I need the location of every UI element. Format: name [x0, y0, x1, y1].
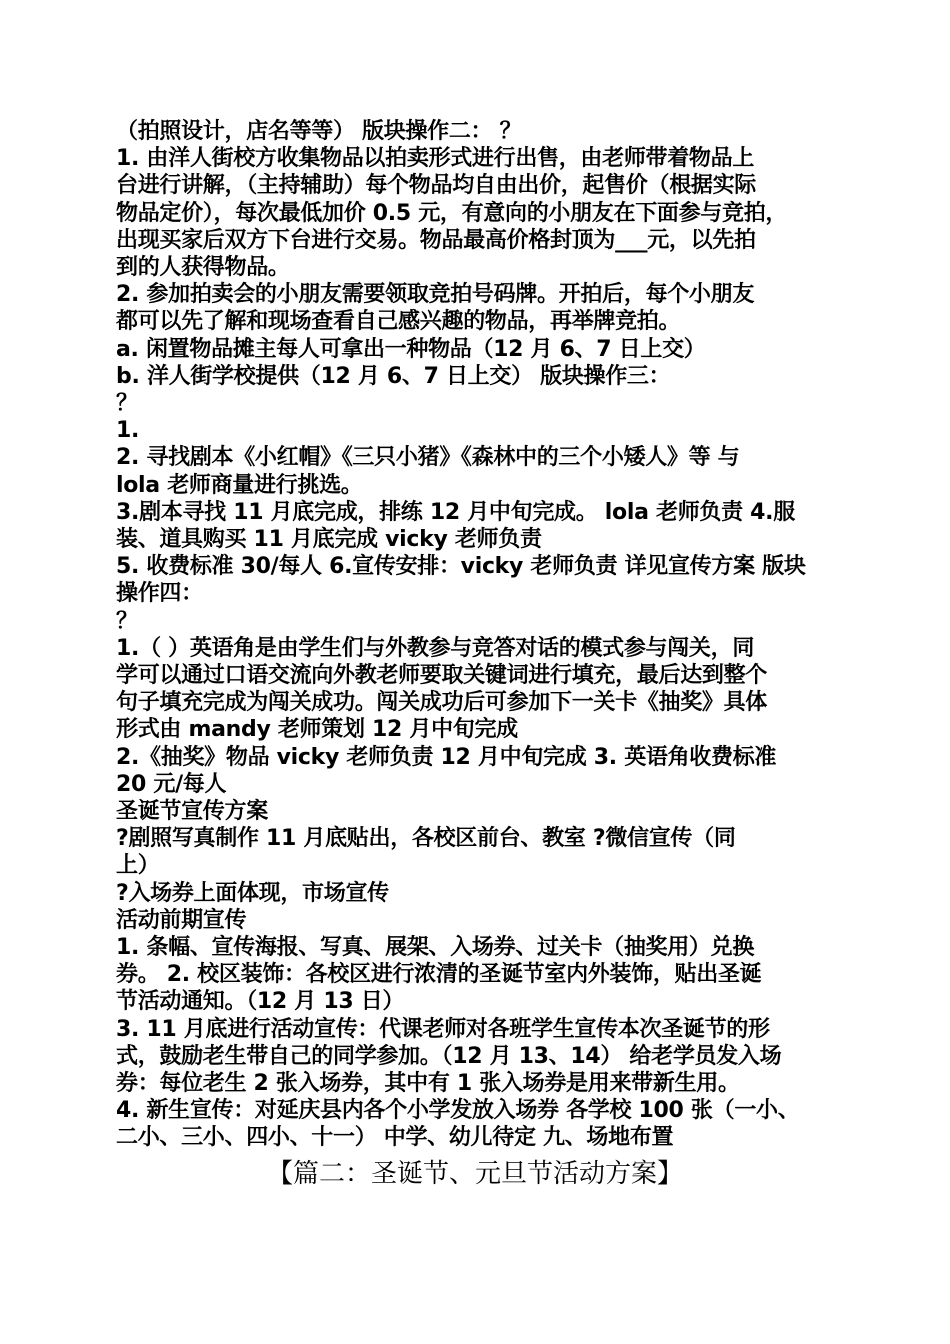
text-line: 物品定价），每次最低加价 0.5 元，有意向的小朋友在下面参与竞拍， [116, 200, 788, 226]
text-line: 节活动通知。（12 月 13 日） [116, 989, 405, 1015]
text-line: 二小、三小、四小、十一） 中学、幼儿待定 九、场地布置 [116, 1125, 674, 1151]
text-line: b. 洋人街学校提供（12 月 6、7 日上交） 版块操作三： [116, 363, 671, 389]
text-line: 出现买家后双方下台进行交易。物品最高价格封顶为___元，以先拍 [116, 227, 756, 253]
text-line: 3. 11 月底进行活动宣传：代课老师对各班学生宣传本次圣诞节的形 [116, 1016, 770, 1042]
text-line: ?剧照写真制作 11 月底贴出，各校区前台、教室 ?微信宣传（同 [116, 826, 736, 852]
text-line: 20 元/每人 [116, 771, 227, 797]
text-line: 1. [116, 418, 140, 444]
text-line: 句子填充完成为闯关成功。闯关成功后可参加下一关卡《抽奖》具体 [116, 690, 768, 716]
text-line: 1.（ ）英语角是由学生们与外教参与竞答对话的模式参与闯关，同 [116, 635, 755, 661]
text-line: ?入场券上面体现，市场宣传 [116, 880, 389, 906]
text-line: 活动前期宣传 [116, 907, 247, 933]
text-line: 券。 2. 校区装饰：各校区进行浓清的圣诞节室内外装饰，贴出圣诞 [116, 962, 762, 988]
text-line: 2. 寻找剧本《小红帽》《三只小猪》《森林中的三个小矮人》等 与 [116, 445, 740, 471]
text-line: 1. 由洋人街校方收集物品以拍卖形式进行出售，由老师带着物品上 [116, 146, 755, 172]
text-line: 学可以通过口语交流向外教老师要取关键词进行填充，最后达到整个 [116, 663, 768, 688]
text-line: 都可以先了解和现场查看自己感兴趣的物品，再举牌竞拍。 [116, 309, 681, 335]
text-line: （拍照设计，店名等等） 版块操作二： ？ [116, 119, 522, 144]
text-line: 装、道具购买 11 月底完成 vicky 老师负责 [116, 527, 542, 552]
text-line: a. 闲置物品摊主每人可拿出一种物品（12 月 6、7 日上交） [116, 336, 706, 362]
text-line: 5. 收费标准 30/每人 6.宣传安排：vicky 老师负责 详见宣传方案 版块 [116, 554, 806, 580]
text-line: 台进行讲解，（主持辅助）每个物品均自由出价，起售价（根据实际 [116, 173, 757, 199]
text-line: 2. 参加拍卖会的小朋友需要领取竞拍号码牌。开拍后，每个小朋友 [116, 282, 755, 308]
text-line: 4. 新生宣传：对延庆县内各个小学发放入场券 各学校 100 张（一小、 [116, 1098, 800, 1124]
text-line: lola 老师商量进行挑选。 [116, 472, 363, 498]
text-line: 操作四： [116, 581, 203, 607]
section-heading: 【篇二：圣诞节、元旦节活动方案】 [266, 1159, 683, 1189]
text-line: 2.《抽奖》物品 vicky 老师负责 12 月中旬完成 3. 英语角收费标准 [116, 744, 777, 770]
text-line: ？ [116, 391, 138, 416]
text-line: ？ [116, 608, 138, 634]
text-line: 式，鼓励老生带自己的同学参加。（12 月 13、14） 给老学员发入场 [116, 1043, 782, 1069]
text-line: 上） [116, 853, 160, 879]
text-line: 圣诞节宣传方案 [116, 799, 268, 824]
text-line: 3.剧本寻找 11 月底完成，排练 12 月中旬完成。 lola 老师负责 4.服 [116, 499, 795, 525]
text-line: 1. 条幅、宣传海报、写真、展架、入场券、过关卡（抽奖用）兑换 [116, 935, 755, 960]
text-line: 形式由 mandy 老师策划 12 月中旬完成 [116, 717, 518, 743]
text-line: 到的人获得物品。 [116, 255, 290, 280]
text-line: 券：每位老生 2 张入场券，其中有 1 张入场券是用来带新生用。 [116, 1071, 740, 1096]
